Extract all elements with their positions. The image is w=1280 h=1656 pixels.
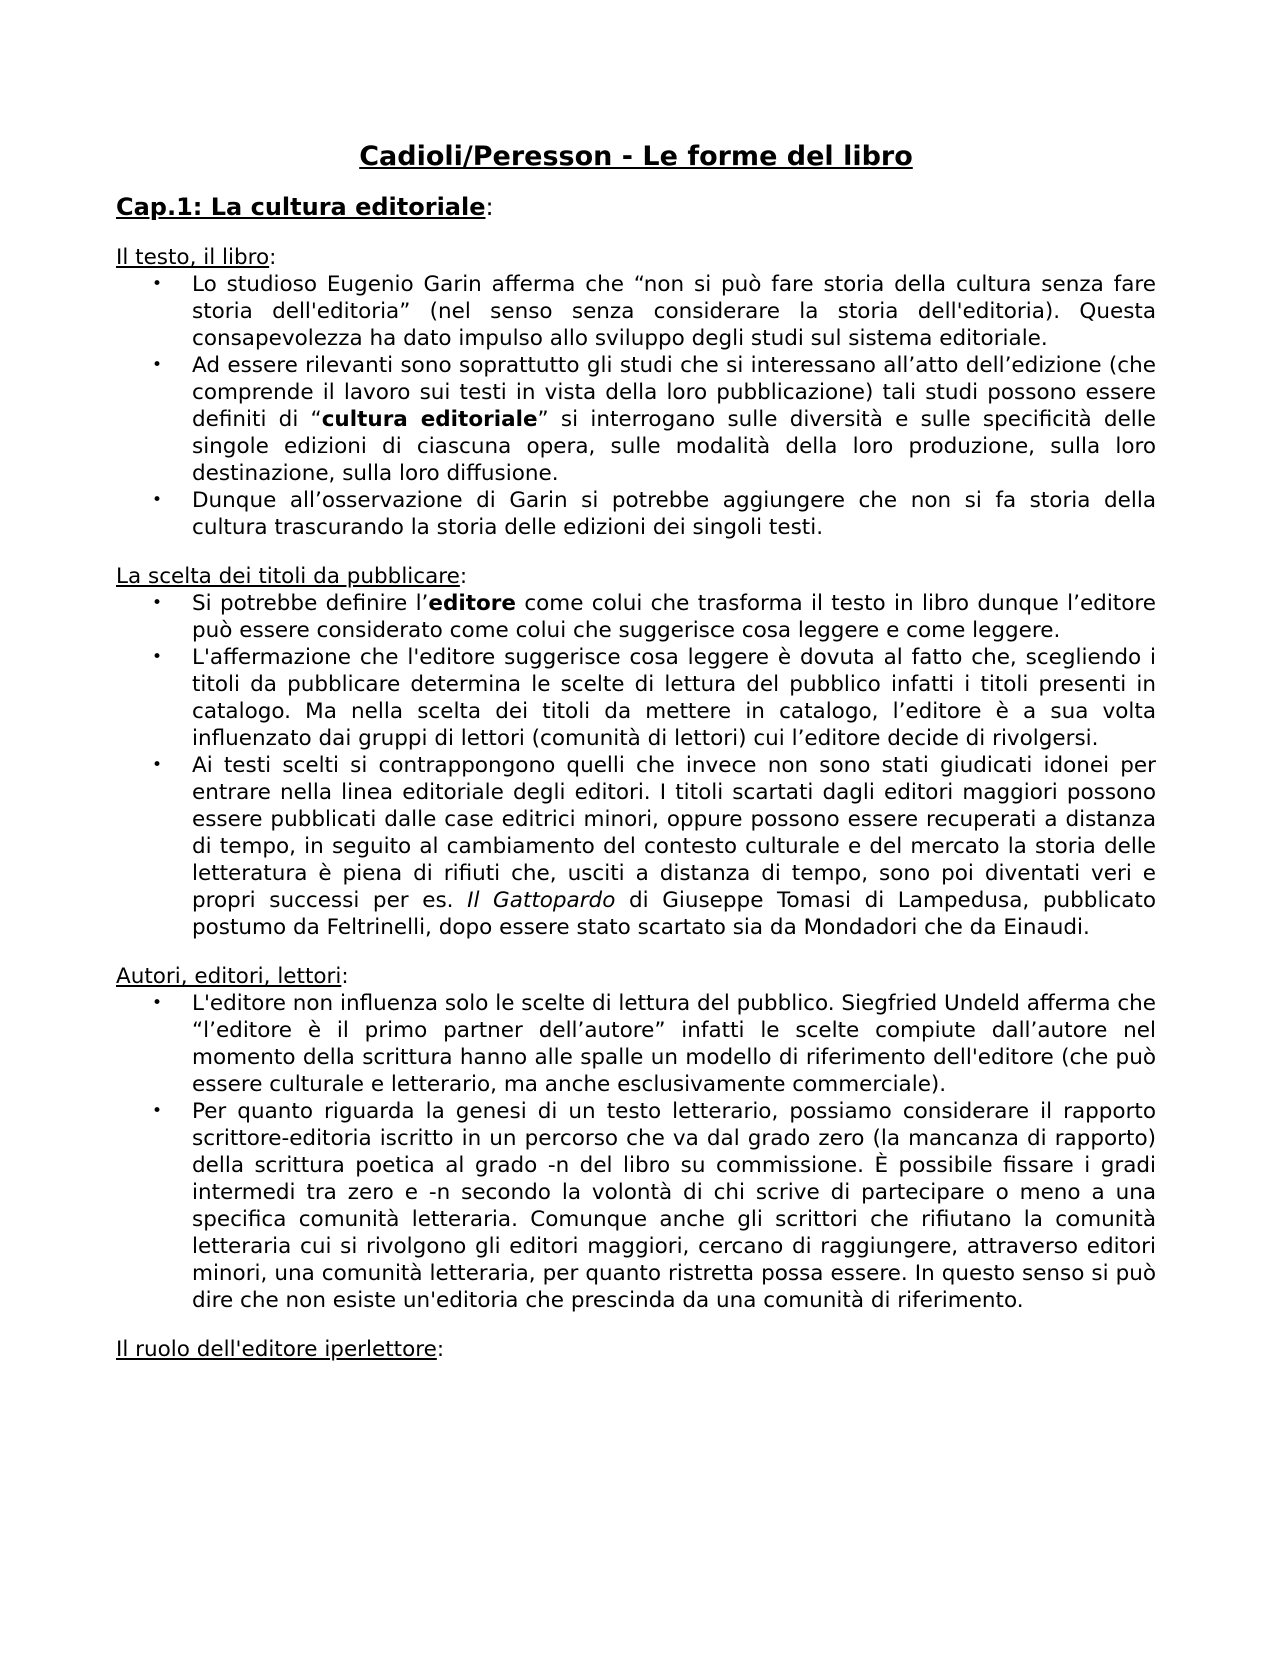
- bullet-list: [116, 990, 1156, 1314]
- bullet-item: [116, 487, 1156, 541]
- section-heading-suffix: :: [459, 564, 468, 589]
- bullet-item: [116, 990, 1156, 1098]
- section-heading-label: Autori, editori, lettori: [116, 964, 342, 989]
- bullet-list: [116, 271, 1156, 541]
- bullet-item: [116, 752, 1156, 941]
- bullet-text: di Giuseppe Tomasi di Lampedusa, pubblicato postumo da Feltrinelli, dopo essere stato scartato sia da Mondadori che da Einaudi.: [192, 888, 1156, 940]
- section-heading: [116, 1336, 1156, 1363]
- bullet-text: Lo studioso Eugenio Garin afferma che “non si può fare storia della cultura senza fare storia dell'editoria” (nel senso senza considerare la storia dell'editoria). Questa consapevolezza ha dato impulso allo sviluppo degli studi sul sistema editoriale.: [192, 272, 1156, 351]
- sections-container: [116, 244, 1156, 1363]
- section-heading-suffix: :: [341, 964, 349, 989]
- section-heading-label: La scelta dei titoli da pubblicare: [116, 564, 460, 589]
- section-heading-label: Il testo, il libro: [116, 245, 270, 270]
- section-heading-suffix: :: [269, 245, 277, 270]
- bullet-text: come colui che trasforma il testo in libro dunque l’editore può essere considerato come colui che suggerisce cosa leggere e come leggere.: [192, 591, 1156, 643]
- document-title: Cadioli/Peresson - Le forme del libro: [359, 141, 913, 172]
- bullet-text: L'editore non influenza solo le scelte di lettura del pubblico. Siegfried Undeld afferma che “l’editore è il primo partner dell’autore” infatti le scelte compiute dall’autore nel momento della scrittura hanno alle spalle un modello di riferimento dell'editore (che può essere culturale e letterario, ma anche esclusivamente commerciale).: [192, 991, 1157, 1097]
- bullet-text: Ai testi scelti si contrappongono quelli che invece non sono stati giudicati idonei per entrare nella linea editoriale degli editori. I titoli scartati dagli editori maggiori possono essere pubblicati dalle case editrici minori, oppure possono essere recuperati a distanza di tempo, in seguito al cambiamento del contesto culturale e del mercato la storia delle letteratura è piena di rifiuti che, usciti a distanza di tempo, sono poi diventati veri e propri successi per es.: [192, 753, 1156, 913]
- section-heading-label: Il ruolo dell'editore iperlettore: [116, 1337, 437, 1362]
- bullet-text: Si potrebbe definire l’: [192, 591, 429, 616]
- chapter-heading: [116, 192, 1156, 222]
- bullet-text: Ad essere rilevanti sono soprattutto gli studi che si interessano all’atto dell’edizione (che comprende il lavoro sui testi in vista della loro pubblicazione) tali studi possono essere definiti di “: [192, 353, 1156, 432]
- section-heading-suffix: :: [436, 1337, 445, 1362]
- bullet-list: [116, 590, 1156, 941]
- italic-title: Il Gattopardo: [467, 888, 616, 913]
- chapter-suffix: :: [485, 193, 494, 221]
- bold-term: cultura editoriale: [321, 407, 538, 432]
- bullet-text: Per quanto riguarda la genesi di un testo letterario, possiamo considerare il rapporto scrittore-editoria iscritto in un percorso che va dal grado zero (la mancanza di rapporto) della scrittura poetica al grado -n del libro su commissione. È possibile fissare i gradi intermedi tra zero e -n secondo la volontà di chi scrive di partecipare o meno a una specifica comunità letteraria. Comunque anche gli scrittori che rifiutano la comunità letteraria cui si rivolgono gli editori maggiori, cercano di raggiungere, attraverso editori minori, una comunità letteraria, per quanto ristretta possa essere. In questo senso si può dire che non esiste un'editoria che prescinda da una comunità di riferimento.: [192, 1099, 1156, 1313]
- section-heading: [116, 244, 1156, 271]
- bullet-item: [116, 590, 1156, 644]
- bullet-item: [116, 644, 1156, 752]
- bullet-item: [116, 271, 1156, 352]
- bullet-item: [116, 352, 1156, 487]
- bullet-text: Dunque all’osservazione di Garin si potrebbe aggiungere che non si fa storia della cultura trascurando la storia delle edizioni dei singoli testi.: [192, 488, 1156, 540]
- section-heading: [116, 563, 1156, 590]
- bullet-text: L'affermazione che l'editore suggerisce cosa leggere è dovuta al fatto che, scegliendo i titoli da pubblicare determina le scelte di lettura del pubblico infatti i titoli presenti in catalogo. Ma nella scelta dei titoli da mettere in catalogo, l’editore è a sua volta influenzato dai gruppi di lettori (comunità di lettori) cui l’editore decide di rivolgersi.: [192, 645, 1156, 751]
- chapter-label: Cap.1: La cultura editoriale: [116, 193, 486, 221]
- document-page: [116, 140, 1156, 1363]
- bold-term: editore: [428, 591, 516, 616]
- bullet-item: [116, 1098, 1156, 1314]
- section-heading: [116, 963, 1156, 990]
- bullet-text: ” si interrogano sulle diversità e sulle specificità delle singole edizioni di ciascuna opera, sulle modalità della loro produzione, sulla loro destinazione, sulla loro diffusione.: [192, 407, 1156, 486]
